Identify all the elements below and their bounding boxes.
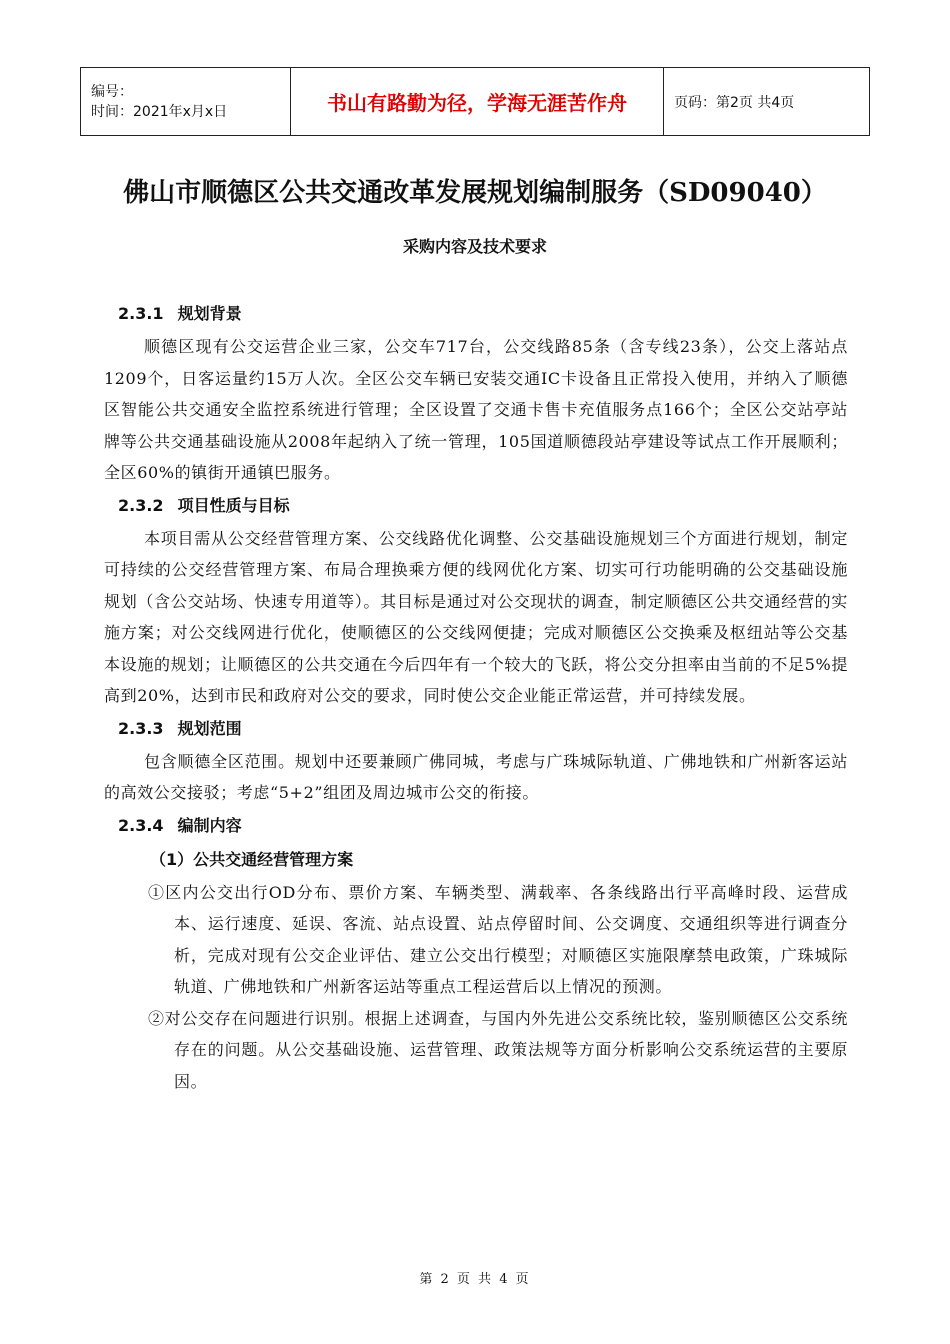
document-body xyxy=(104,297,848,1097)
section-heading xyxy=(104,712,848,746)
subsection-heading: （1）公共交通经营管理方案 xyxy=(150,849,354,869)
page-footer: 第 2 页 共 4 页 xyxy=(419,1272,531,1287)
list-item: ②对公交存在问题进行识别。根据上述调查，与国内外先进公交系统比较，鉴别顺德区公交系统存在的问题。从公交基础设施、运营管理、政策法规等方面分析影响公交系统运营的主要原因。 xyxy=(148,1008,848,1091)
section-paragraph: 顺德区现有公交运营企业三家，公交车717台，公交线路85条（含专线23条），公交上落站点1209个，日客运量约15万人次。全区公交车辆已安装交通IC卡设备且正常投入使用，并纳入了顺德区智能公共交通安全监控系统进行管理；全区设置了交通卡售卡充值服务点166个；全区公交站亭站牌等公共交通基础设施从2008年起纳入了统一管理，105国道顺德段站亭建设等试点工作开展顺利；全区60%的镇街开通镇巴服务。 xyxy=(104,337,848,482)
section-heading xyxy=(104,489,848,523)
motto-cell xyxy=(291,68,664,136)
section-number: 2.3.2 xyxy=(118,495,164,515)
header-meta-cell xyxy=(81,68,291,136)
section-heading xyxy=(104,809,848,843)
motto-text: 书山有路勤为径，学海无涯苦作舟 xyxy=(327,91,627,115)
section-title: 规划背景 xyxy=(177,304,242,323)
list-item: ①区内公交出行OD分布、票价方案、车辆类型、满载率、各条线路出行平高峰时段、运营成本、运行速度、延误、客流、站点设置、站点停留时间、公交调度、交通组织等进行调查分析，完成对现有公交企业评估、建立公交出行模型；对顺德区实施限摩禁电政策，广珠城际轨道、广佛地铁和广州新客运站等重点工程运营后以上情况的预测。 xyxy=(148,882,848,996)
section-title: 编制内容 xyxy=(177,815,242,835)
section-heading xyxy=(104,297,848,331)
section-number: 2.3.4 xyxy=(118,815,164,835)
section-title: 规划范围 xyxy=(177,718,242,738)
section-number: 2.3.3 xyxy=(118,718,164,738)
section-paragraph: 本项目需从公交经营管理方案、公交线路优化调整、公交基础设施规划三个方面进行规划，制定可持续的公交经营管理方案、布局合理换乘方便的线网优化方案、切实可行功能明确的公交基础设施规划（含公交站场、快速专用道等）。其目标是通过对公交现状的调查，制定顺德区公共交通经营的实施方案；对公交线网进行优化，使顺德区的公交线网便捷；完成对顺德区公交换乘及枢纽站等公交基本设施的规划；让顺德区的公共交通在今后四年有一个较大的飞跃，将公交分担率由当前的不足5%提高到20%，达到市民和政府对公交的要求，同时使公交企业能正常运营，并可持续发展。 xyxy=(104,528,848,705)
section-title: 项目性质与目标 xyxy=(177,495,290,515)
date-label: 时间：2021年x月x日 xyxy=(91,103,228,120)
section-paragraph: 包含顺德全区范围。规划中还要兼顾广佛同城，考虑与广珠城际轨道、广佛地铁和广州新客运站的高效公交接驳；考虑“5+2”组团及周边城市公交的衔接。 xyxy=(104,751,848,802)
page-info-cell xyxy=(664,68,870,136)
number-label: 编号： xyxy=(91,83,133,100)
document-header-table xyxy=(80,67,870,136)
section-number: 2.3.1 xyxy=(118,304,164,323)
page-info-text: 页码：第2页 共4页 xyxy=(674,94,795,111)
document-title: 佛山市顺德区公共交通改革发展规划编制服务（SD09040） xyxy=(123,178,827,208)
document-subtitle: 采购内容及技术要求 xyxy=(402,237,547,256)
